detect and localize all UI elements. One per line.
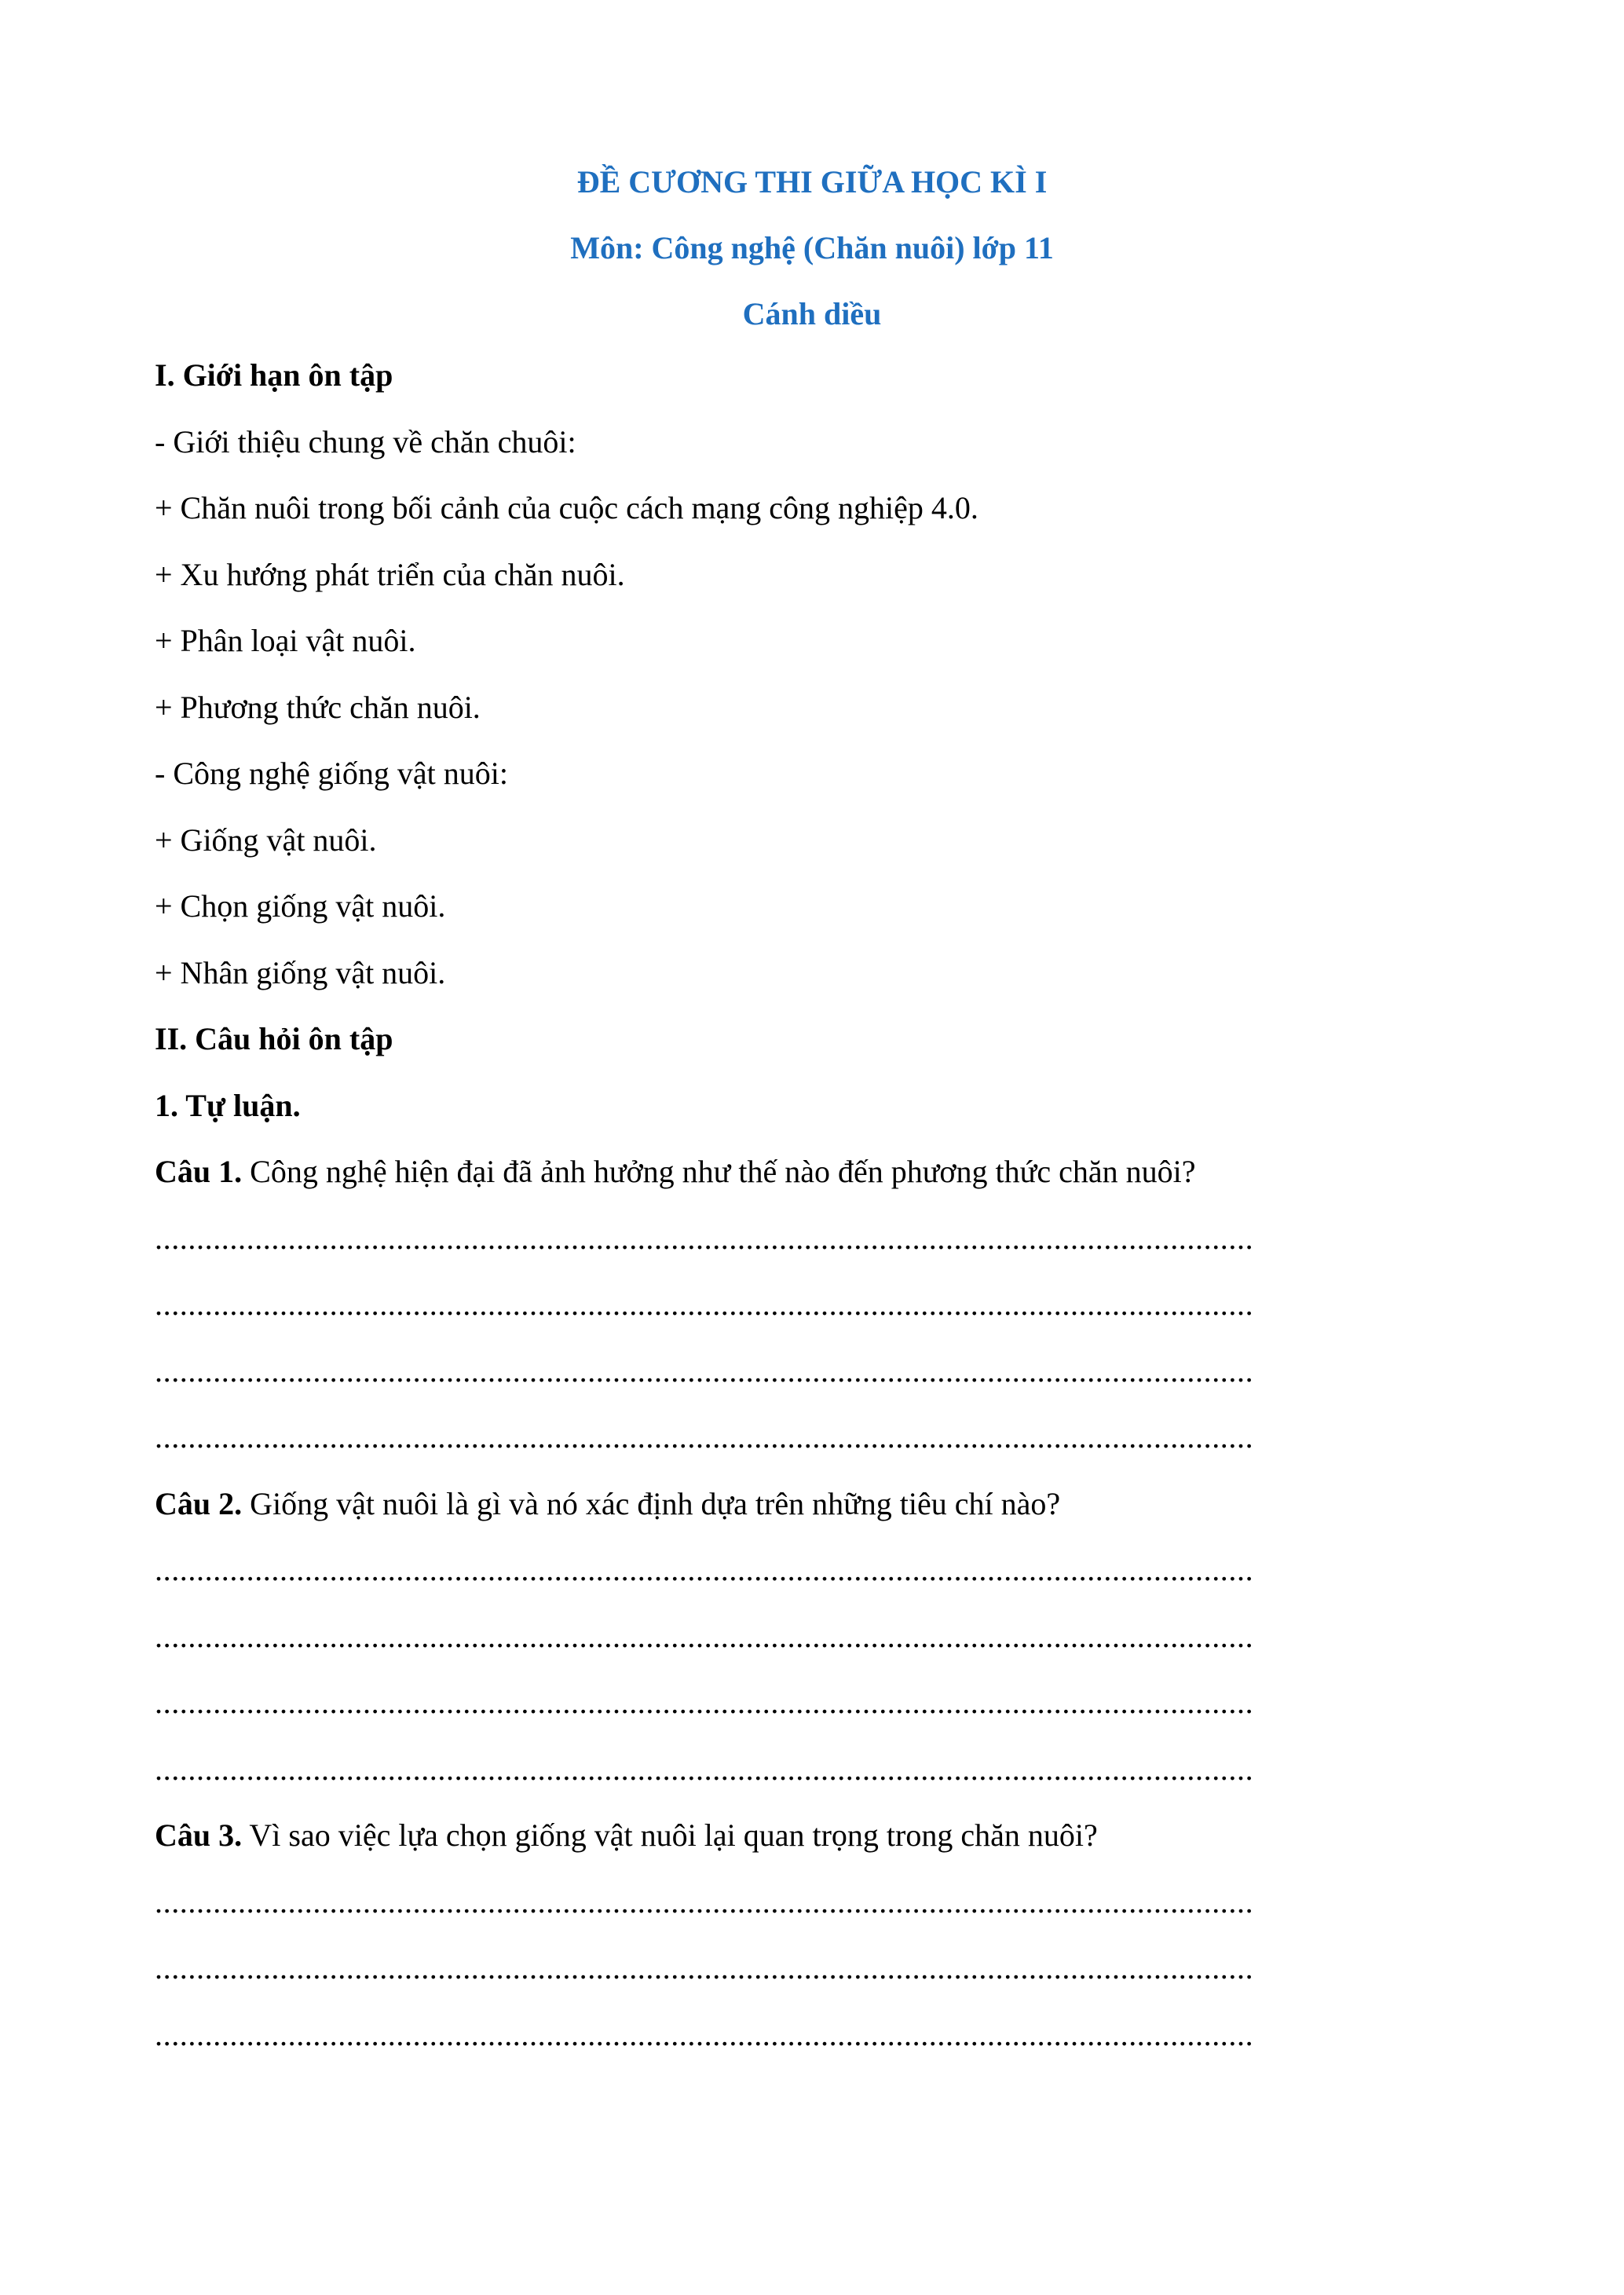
section-heading-review-scope: I. Giới hạn ôn tập (155, 357, 393, 393)
answer-line: .................................................................................................................................... (155, 1287, 1254, 1322)
list-item: + Phương thức chăn nuôi. (155, 689, 481, 725)
list-item: + Xu hướng phát triển của chăn nuôi. (155, 556, 625, 592)
document-title: ĐỀ CƯƠNG THI GIỮA HỌC KÌ I (576, 164, 1048, 199)
question-text: Công nghệ hiện đại đã ảnh hưởng như thế nào đến phương thức chăn nuôi? (242, 1154, 1196, 1189)
answer-line: .................................................................................................................................... (155, 1751, 1254, 1787)
answer-line: .................................................................................................................................... (155, 1419, 1254, 1455)
question-3 (155, 1803, 1474, 1869)
answer-line: .................................................................................................................................... (155, 1552, 1254, 1587)
question-block (155, 1139, 1474, 1471)
question-2 (155, 1471, 1474, 1538)
answer-line: .................................................................................................................................... (155, 1883, 1254, 1920)
list-item: + Giống vật nuôi. (155, 822, 377, 858)
subsection-heading-essay: 1. Tự luận. (155, 1087, 301, 1123)
list-item: + Chăn nuôi trong bối cảnh của cuộc cách mạng công nghiệp 4.0. (155, 490, 978, 525)
question-label: Câu 1. (155, 1154, 243, 1189)
list-item: + Chọn giống vật nuôi. (155, 888, 446, 924)
answer-line: .................................................................................................................................... (155, 1618, 1254, 1654)
answer-line: .................................................................................................................................... (155, 2016, 1254, 2052)
question-block (155, 1471, 1474, 1803)
question-1 (155, 1139, 1474, 1206)
answer-line: .................................................................................................................................... (155, 1950, 1254, 1986)
question-text: Giống vật nuôi là gì và nó xác định dựa trên những tiêu chí nào? (242, 1485, 1061, 1521)
list-item: - Giới thiệu chung về chăn chuôi: (155, 423, 576, 459)
answer-line: .................................................................................................................................... (155, 1685, 1254, 1720)
question-block (155, 1803, 1474, 2068)
document-subject: Môn: Công nghệ (Chăn nuôi) lớp 11 (570, 230, 1054, 265)
list-item: + Phân loại vật nuôi. (155, 623, 416, 658)
document-body (155, 342, 1474, 2068)
answer-line: .................................................................................................................................... (155, 1220, 1254, 1256)
question-label: Câu 3. (155, 1817, 243, 1853)
question-label: Câu 2. (155, 1485, 243, 1521)
section-heading-review-questions: II. Câu hỏi ôn tập (155, 1021, 393, 1056)
document-series: Cánh diều (742, 296, 882, 331)
answer-line: .................................................................................................................................... (155, 1352, 1254, 1389)
document-header (0, 149, 1624, 347)
list-item: - Công nghệ giống vật nuôi: (155, 756, 508, 791)
question-text: Vì sao việc lựa chọn giống vật nuôi lại quan trọng trong chăn nuôi? (242, 1817, 1098, 1853)
list-item: + Nhân giống vật nuôi. (155, 954, 446, 990)
